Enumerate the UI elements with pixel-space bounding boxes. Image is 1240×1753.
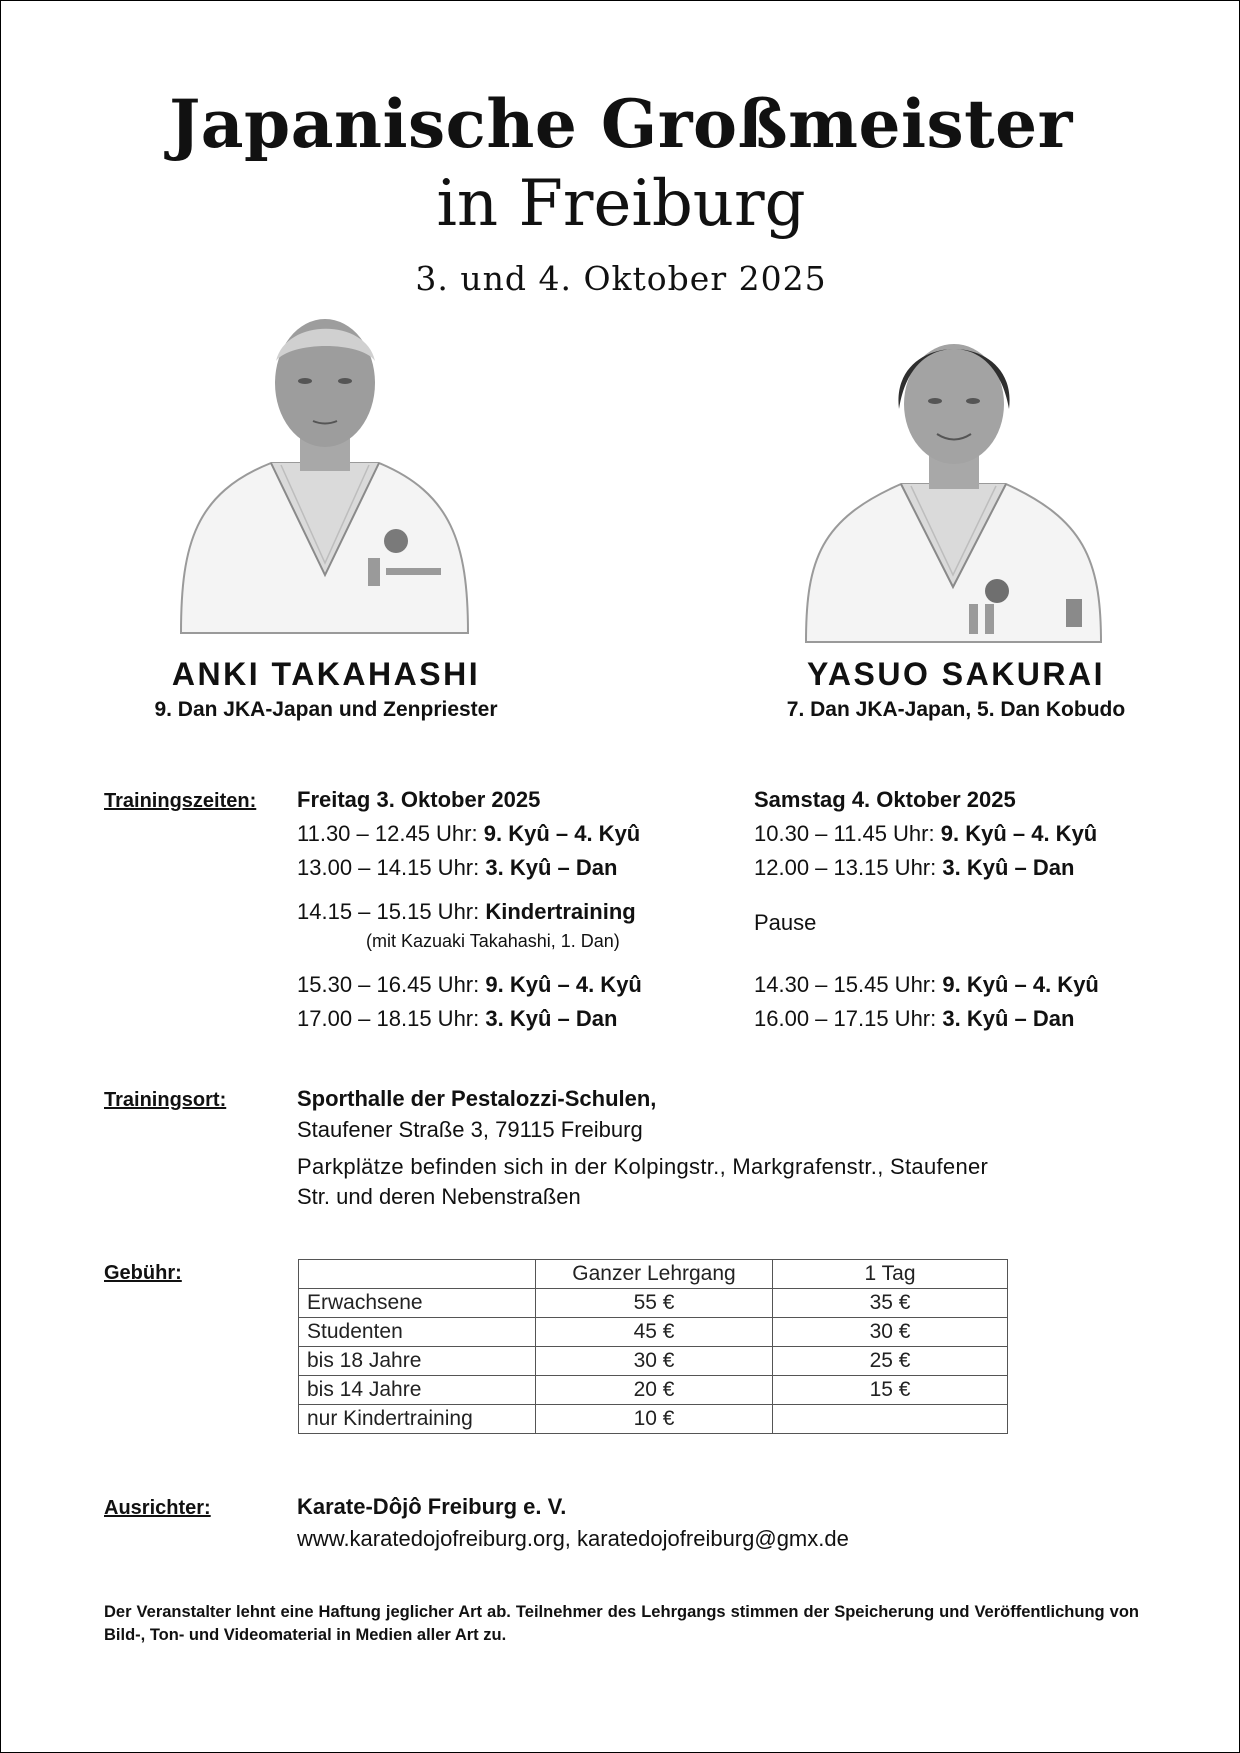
table-cell: Studenten bbox=[299, 1318, 536, 1347]
page-title: Japanische Großmeister bbox=[169, 85, 1073, 163]
table-row bbox=[299, 1289, 1008, 1318]
friday-session: 15.30 – 16.45 Uhr: 9. Kyû – 4. Kyû bbox=[297, 972, 642, 997]
disclaimer-text: Der Veranstalter lehnt eine Haftung jeglicher Art ab. Teilnehmer des Lehrgangs stimmen der Speicherung und Veröffentlichung von Bild-, Ton- und Videomaterial in Medien aller Art zu. bbox=[104, 1603, 1139, 1644]
table-cell: nur Kindertraining bbox=[299, 1405, 536, 1434]
saturday-session: 12.00 – 13.15 Uhr: 3. Kyû – Dan bbox=[754, 855, 1075, 880]
location-label: Trainingsort: bbox=[104, 1089, 227, 1111]
table-row bbox=[299, 1405, 1008, 1434]
master-name: YASUO SAKURAI bbox=[806, 656, 1106, 692]
table-header: Ganzer Lehrgang bbox=[536, 1260, 773, 1289]
master-photo-sakurai bbox=[801, 319, 1106, 644]
venue-address: Staufener Straße 3, 79115 Freiburg bbox=[297, 1117, 643, 1142]
friday-session: 14.15 – 15.15 Uhr: Kindertraining bbox=[297, 899, 636, 924]
table-cell: 55 € bbox=[536, 1289, 773, 1318]
table-cell: Erwachsene bbox=[299, 1289, 536, 1318]
table-row bbox=[299, 1318, 1008, 1347]
parking-info: Str. und deren Nebenstraßen bbox=[297, 1184, 581, 1209]
table-header bbox=[299, 1260, 536, 1289]
table-cell: bis 18 Jahre bbox=[299, 1347, 536, 1376]
table-cell: 25 € bbox=[773, 1347, 1008, 1376]
table-header-row bbox=[299, 1260, 1008, 1289]
table-row bbox=[299, 1376, 1008, 1405]
friday-session: 11.30 – 12.45 Uhr: 9. Kyû – 4. Kyû bbox=[297, 821, 641, 846]
page-subtitle: in Freiburg bbox=[436, 167, 806, 241]
table-cell bbox=[773, 1405, 1008, 1434]
table-cell: 35 € bbox=[773, 1289, 1008, 1318]
saturday-heading: Samstag 4. Oktober 2025 bbox=[754, 787, 1016, 812]
venue-name: Sporthalle der Pestalozzi-Schulen, bbox=[297, 1086, 657, 1111]
organizer-label: Ausrichter: bbox=[104, 1497, 211, 1519]
table-cell: bis 14 Jahre bbox=[299, 1376, 536, 1405]
organizer-contact[interactable]: www.karatedojofreiburg.org, karatedojofreiburg@gmx.de bbox=[297, 1526, 849, 1551]
master-name: ANKI TAKAHASHI bbox=[171, 656, 481, 692]
table-header: 1 Tag bbox=[773, 1260, 1008, 1289]
table-cell: 20 € bbox=[536, 1376, 773, 1405]
organizer-name: Karate-Dôjô Freiburg e. V. bbox=[297, 1494, 567, 1519]
fee-label: Gebühr: bbox=[104, 1262, 182, 1284]
kids-training-note: (mit Kazuaki Takahashi, 1. Dan) bbox=[366, 931, 620, 951]
table-cell: 15 € bbox=[773, 1376, 1008, 1405]
friday-session: 13.00 – 14.15 Uhr: 3. Kyû – Dan bbox=[297, 855, 618, 880]
parking-info: Parkplätze befinden sich in der Kolpingstr., Markgrafenstr., Staufener bbox=[297, 1154, 989, 1179]
saturday-session: 14.30 – 15.45 Uhr: 9. Kyû – 4. Kyû bbox=[754, 972, 1099, 997]
master-photo-takahashi bbox=[176, 313, 474, 635]
table-cell: 45 € bbox=[536, 1318, 773, 1347]
table-cell: 30 € bbox=[536, 1347, 773, 1376]
master-rank: 9. Dan JKA-Japan und Zenpriester bbox=[154, 698, 498, 721]
saturday-session: 16.00 – 17.15 Uhr: 3. Kyû – Dan bbox=[754, 1006, 1075, 1031]
training-label: Trainingszeiten: bbox=[104, 790, 257, 812]
table-cell: 30 € bbox=[773, 1318, 1008, 1347]
friday-heading: Freitag 3. Oktober 2025 bbox=[297, 787, 541, 812]
saturday-pause: Pause bbox=[754, 910, 817, 935]
friday-session: 17.00 – 18.15 Uhr: 3. Kyû – Dan bbox=[297, 1006, 618, 1031]
event-dates: 3. und 4. Oktober 2025 bbox=[415, 259, 827, 298]
table-row bbox=[299, 1347, 1008, 1376]
fee-table bbox=[298, 1259, 1008, 1434]
table-cell: 10 € bbox=[536, 1405, 773, 1434]
saturday-session: 10.30 – 11.45 Uhr: 9. Kyû – 4. Kyû bbox=[754, 821, 1098, 846]
master-rank: 7. Dan JKA-Japan, 5. Dan Kobudo bbox=[786, 698, 1126, 721]
